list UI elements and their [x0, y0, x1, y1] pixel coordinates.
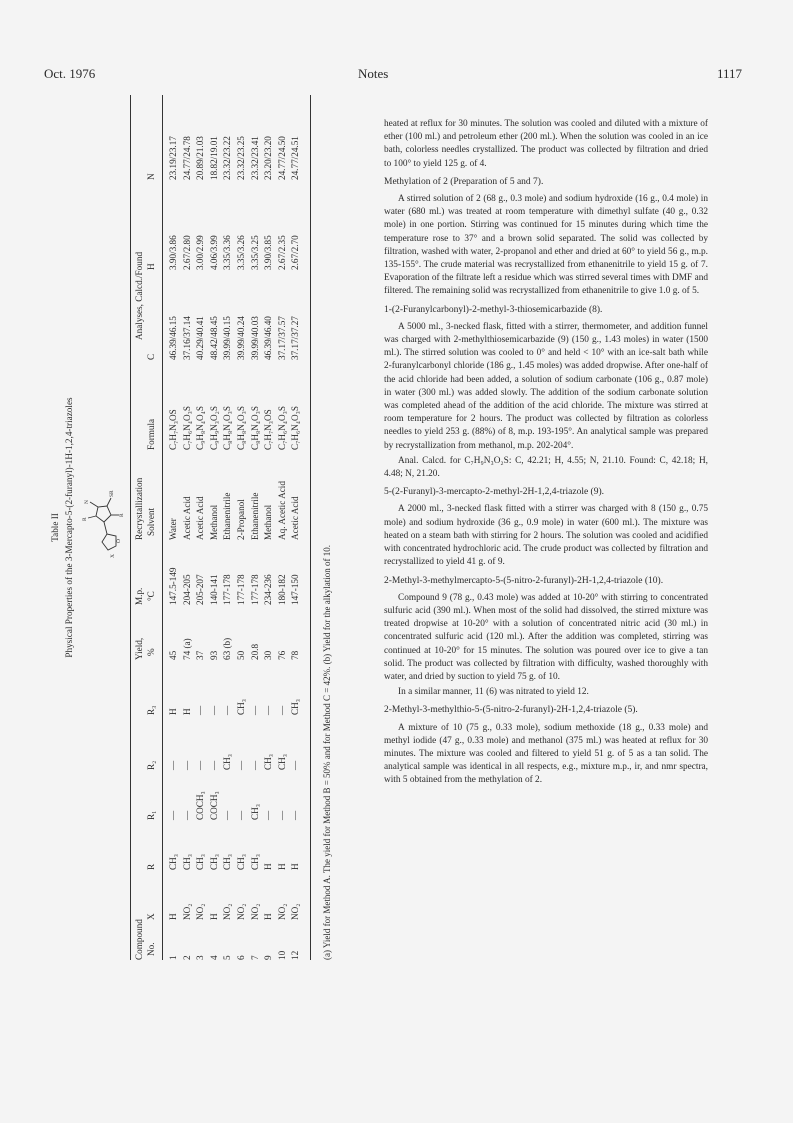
svg-text:O: O	[116, 539, 122, 543]
table-cell: —	[276, 705, 287, 715]
table-cell: —	[195, 705, 206, 715]
table-cell: —	[249, 760, 260, 770]
paragraph: heated at reflux for 30 minutes. The solution was cooled and diluted with a mixture of ether (100 ml.) and petroleum ether (200 ml.). When the solution was cooled in an ice bath, colorless needles crystallized. The product was collected by filtration and dried to 100° to yield 125 g. of 4.	[384, 119, 708, 169]
table-cell: —	[195, 760, 206, 770]
paragraph: A 5000 ml., 3-necked flask, fitted with a stirrer, thermometer, and addition funnel was charged with 2-methylthiosemicarbazide (9) (150 g., 1.43 moles) in water (1500 ml.). The stirred solution was cooled to 0° and held < 10° with an ice-salt bath while 2-furanylcarbonyl chloride (186 g., 1.45 moles) was added dropwise. After one-half of the acid chloride had been added, a solution of sodium carbonate (106 g., 0.87 mole) in water (300 ml.) was added slowly. The addition of the sodium carbonate solution was completed ahead of the addition of the acid chloride. The mixture was stirred at room temperature for 2 hours. The product was collected by filtration as colorless needles to yield 253 g. (88%) of 8, m.p. 193-195°. An analytical sample was prepared by recrystallization from methanol, m.p. 202-204°.	[384, 321, 708, 451]
table-cell: 3.90/3.85	[263, 235, 274, 270]
column-header-yield: Yield,	[134, 637, 144, 660]
table-header-rule	[162, 95, 163, 960]
section-heading: 1-(2-Furanylcarbonyl)-2-methyl-3-thiosemicarbazide (8).	[384, 304, 603, 315]
table-cell: NO₂	[236, 903, 246, 920]
table-cell: CH₃	[263, 754, 274, 770]
table-cell: H	[263, 863, 274, 870]
section-heading: 5-(2-Furanyl)-3-mercapto-2-methyl-2H-1,2,4-triazole (9).	[384, 487, 604, 498]
table-cell: 234-236	[263, 574, 274, 605]
header-section: Notes	[358, 66, 389, 81]
table-cell: —	[168, 810, 178, 820]
table-cell: COCH₃	[195, 791, 206, 820]
table-cell: 74 (a)	[181, 638, 192, 660]
table-cell: 93	[208, 650, 219, 660]
table-cell: 18.82/19.01	[208, 136, 219, 180]
svg-text:R: R	[82, 517, 88, 521]
table-cell: 37.16/37.14	[181, 316, 192, 360]
table-cell: 9	[263, 955, 274, 960]
paragraph: Compound 9 (78 g., 0.43 mole) was added at 10-20° with stirring to concentrated sulfuric acid (390 ml.). When most of the solid had dissolved, the stirred mixture was treated dropwise at 10-20° with a solution of concentrated nitric acid (30 ml.) in concentrated sulfuric acid (120 ml.). After the addition was completed, stirring was continued at 10-20° for 15 minutes. The solution was poured over ice to give a tan solid. The product was collected by filtration with difficulty, washed thoroughly with water, and dried by suction to yield 75 g. of 10.	[384, 592, 708, 682]
column-header-mp: M.p.	[134, 587, 144, 605]
section-heading: 2-Methyl-3-methylmercapto-5-(5-nitro-2-furanyl)-2H-1,2,4-triazole (10).	[384, 575, 664, 586]
table-footnote: (a) Yield for Method A. The yield for Method B = 50% and for Method C = 42%. (b) Yield for the alkylation of 10.	[322, 545, 332, 960]
table-cell: 3.35/3.25	[249, 235, 260, 270]
table-cell: 45	[168, 650, 178, 660]
table-ii-rotated	[42, 95, 347, 960]
table-cell: C₈H₈N₄O₃S	[236, 406, 246, 450]
table-cell: CH₃	[249, 804, 260, 820]
paragraph: In a similar manner, 11 (6) was nitrated to yield 12.	[398, 687, 589, 698]
table-cell: 2.67/2.70	[290, 235, 301, 270]
table-cell: NO₂	[195, 903, 206, 920]
table-cell: 78	[290, 650, 301, 660]
page-header	[0, 66, 793, 86]
table-cell: —	[181, 760, 192, 770]
table-label: Table II	[50, 513, 60, 542]
table-cell: 39.99/40.15	[222, 316, 233, 360]
column-header-compound-unit: No.	[146, 942, 156, 956]
table-cell: Acetic Acid	[181, 496, 192, 540]
column-header-mp-unit: °C	[146, 591, 156, 601]
table-cell: 63 (b)	[222, 637, 233, 660]
table-cell: —	[222, 810, 233, 820]
table-cell: H	[276, 863, 287, 870]
table-cell: 2.67/2.80	[181, 235, 192, 270]
table-cell: Ethanenitrile	[249, 492, 260, 540]
table-cell: NO₂	[249, 903, 260, 920]
table-cell: NO₂	[222, 903, 233, 920]
table-cell: CH₃	[249, 854, 260, 870]
table-cell: H	[290, 863, 301, 870]
table-cell: 76	[276, 650, 287, 660]
column-header-solvent: Recrystallization	[134, 477, 144, 540]
table-cell: —	[222, 705, 233, 715]
table-cell: CH₃	[276, 754, 287, 770]
table-cell: 5	[222, 955, 233, 960]
column-header-analyses: Analyses, Calcd./Found	[134, 251, 144, 340]
table-cell: 20.89/21.03	[195, 136, 206, 180]
table-cell: C₉H₉N₃O₂S	[208, 406, 219, 450]
table-cell: 40.29/40.41	[195, 316, 206, 360]
svg-text:N: N	[84, 500, 90, 504]
table-cell: CH₃	[195, 854, 206, 870]
paragraph: A 2000 ml., 3-necked flask fitted with a stirrer was charged with 8 (150 g., 0.75 mole) and sodium hydroxide (36 g., 0.9 mole) in water (600 ml.). The mixture was heated on a steam bath with stirring for 2 hours. The solution was cooled and acidified with concentrated hydrochloric acid. The crude product was collected by filtration and recrystallized to yield 41 g. of 9.	[384, 504, 708, 568]
table-cell: 140-141	[208, 574, 219, 605]
table-cell: 12	[290, 950, 301, 960]
table-cell: 24.77/24.51	[290, 136, 301, 180]
table-cell: 204-205	[181, 574, 192, 605]
table-cell: CH₃	[222, 854, 233, 870]
section-heading: Methylation of 2 (Preparation of 5 and 7).	[384, 176, 544, 187]
table-cell: 7	[249, 955, 260, 960]
column-header-r3: R₃	[146, 705, 156, 715]
table-cell: —	[208, 760, 219, 770]
column-header-compound: Compound	[134, 919, 144, 960]
table-cell: CH₃	[181, 854, 192, 870]
table-cell: H	[181, 708, 192, 715]
table-cell: 2.67/2.35	[276, 235, 287, 270]
table-cell: C₇H₇N₃OS	[263, 409, 274, 450]
table-cell: CH₃	[290, 699, 301, 715]
table-cell: H	[263, 913, 274, 920]
table-cell: —	[208, 705, 219, 715]
table-cell: 46.39/46.15	[168, 316, 178, 360]
table-cell: Methanol	[208, 504, 219, 540]
table-cell: H	[168, 708, 178, 715]
svg-text:R: R	[119, 513, 125, 517]
table-cell: CH₃	[222, 754, 233, 770]
svg-text:SR: SR	[109, 490, 115, 497]
table-cell: 23.32/23.25	[236, 136, 246, 180]
table-cell: 10	[276, 950, 287, 960]
table-cell: —	[290, 810, 301, 820]
text-column	[384, 118, 708, 790]
table-cell: H	[168, 913, 178, 920]
table-cell: C₈H₈N₄O₃S	[222, 406, 233, 450]
table-cell: Water	[168, 518, 178, 540]
table-cell: C₇H₆N₄O₃S	[290, 406, 301, 450]
table-cell: 3.90/3.86	[168, 235, 178, 270]
table-cell: 23.32/23.41	[249, 136, 260, 180]
table-cell: —	[249, 705, 260, 715]
table-cell: Ethanenitrile	[222, 492, 233, 540]
table-caption: Physical Properties of the 3-Mercapto-5-(2-furanyl)-1H-1,2,4-triazoles	[64, 397, 74, 658]
column-header-r: R	[146, 863, 156, 870]
table-cell: 23.19/23.17	[168, 136, 178, 180]
analysis-paragraph: Anal. Calcd. for C₇H₉N₃O₂S: C, 42.21; H, 4.55; N, 21.10. Found: C, 42.18; H, 4.48; N, 21.20.	[384, 455, 708, 480]
table-cell: 147-150	[290, 574, 301, 605]
column-header-solvent-unit: Solvent	[146, 507, 156, 536]
table-cell: 24.77/24.50	[276, 136, 287, 180]
paragraph: A mixture of 10 (75 g., 0.33 mole), sodium methoxide (18 g., 0.33 mole) and methyl iodide (47 g., 0.33 mole) and methanol (375 ml.) was heated at reflux for 30 minutes. The mixture was cooled and filtered to yield 51 g. of 5 as a tan solid. The analytical sample was identical in all respects, e.g., mixture m.p., ir, and nmr spectra, with 5 obtained from the methylation of 2.	[384, 722, 708, 786]
table-cell: 180-182	[276, 574, 287, 605]
table-cell: 2-Propanol	[236, 499, 246, 540]
table-cell: CH₃	[236, 854, 246, 870]
table-cell: 205-207	[195, 574, 206, 605]
table-cell: 177-178	[222, 574, 233, 605]
table-cell: 37.17/37.57	[276, 316, 287, 360]
table-cell: 50	[236, 650, 246, 660]
table-cell: CH₃	[208, 854, 219, 870]
table-cell: 37	[195, 650, 206, 660]
table-cell: 37.17/37.27	[290, 316, 301, 360]
table-cell: 48.42/48.45	[208, 316, 219, 360]
column-header-r1: R₁	[146, 810, 156, 820]
column-header-yield-unit: %	[146, 648, 156, 656]
table-cell: 4.06/3.99	[208, 235, 219, 270]
table-cell: NO₂	[290, 903, 301, 920]
paragraph: A stirred solution of 2 (68 g., 0.3 mole) and sodium hydroxide (16 g., 0.4 mole) in water (680 ml.) was treated at room temperature with dimethyl sulfate (40 g., 0.32 mole) in one portion. Stirring was continued for 15 minutes during which time the temperature rose to 37° and a brown solid separated. The solid was collected by filtration, washed with water, 2-propanol and ether and dried at 60° to yield 56 g., m.p. 135-155°. The crude material was recrystallized from ethanenitrile to yield 15 g. of 7. Evaporation of the filtrate left a residue which was stirred several times with DMF and filtered. The remaining solid was recrystallized from ethanenitrile to give 1.0 g. of 5.	[384, 194, 708, 297]
table-cell: Acetic Acid	[195, 496, 206, 540]
table-cell: Methanol	[263, 504, 274, 540]
table-cell: 1	[168, 955, 178, 960]
table-cell: NO₂	[276, 903, 287, 920]
table-cell: 46.39/46.40	[263, 316, 274, 360]
table-cell: 2	[181, 955, 192, 960]
section-heading: 2-Methyl-3-methylthio-5-(5-nitro-2-furanyl)-2H-1,2,4-triazole (5).	[384, 705, 638, 716]
header-date: Oct. 1976	[44, 66, 96, 81]
table-cell: 23.20/23.20	[263, 136, 274, 180]
table-cell: Acetic Acid	[290, 496, 301, 540]
column-header-n: N	[146, 173, 156, 180]
table-cell: 147.5-149	[168, 567, 178, 605]
column-header-x: X	[146, 913, 156, 920]
table-cell: Aq. Acetic Acid	[276, 481, 287, 540]
table-cell: —	[290, 760, 301, 770]
table-cell: C₇H₆N₄O₃S	[181, 406, 192, 450]
table-cell: CH₃	[236, 699, 246, 715]
table-cell: 39.99/40.03	[249, 316, 260, 360]
table-cell: 4	[208, 955, 219, 960]
table-cell: C₉H₈N₄O₄S	[195, 406, 206, 450]
table-cell: COCH₃	[208, 791, 219, 820]
table-cell: NO₂	[181, 903, 192, 920]
table-cell: 24.77/24.78	[181, 136, 192, 180]
page-number: 1117	[717, 66, 743, 81]
table-cell: —	[276, 810, 287, 820]
column-header-h: H	[146, 263, 156, 270]
table-ii	[42, 95, 347, 960]
table-cell: —	[236, 760, 246, 770]
table-cell: 177-178	[236, 574, 246, 605]
table-cell: 23.32/23.22	[222, 136, 233, 180]
table-cell: —	[236, 810, 246, 820]
column-header-formula: Formula	[146, 418, 156, 450]
table-bottom-rule	[310, 95, 311, 960]
table-cell: 3.00/2.99	[195, 235, 206, 270]
table-cell: —	[168, 760, 178, 770]
table-cell: 3.35/3.36	[222, 235, 233, 270]
column-header-r2: R₂	[146, 760, 156, 770]
table-cell: CH₃	[168, 854, 178, 870]
column-header-c: C	[146, 353, 156, 360]
table-cell: 30	[263, 650, 274, 660]
table-cell: —	[181, 810, 192, 820]
svg-text:X: X	[110, 554, 116, 558]
table-cell: 20.8	[249, 643, 260, 660]
table-cell: —	[263, 705, 274, 715]
table-cell: 3	[195, 955, 206, 960]
triazole-structure-diagram	[76, 480, 124, 560]
table-cell: 6	[236, 955, 246, 960]
table-cell: 3.35/3.26	[236, 235, 246, 270]
table-top-rule	[130, 95, 131, 960]
table-cell: C₇H₇N₃OS	[168, 409, 178, 450]
table-cell: H	[208, 913, 219, 920]
table-cell: 177-178	[249, 574, 260, 605]
table-cell: —	[263, 810, 274, 820]
table-cell: 39.99/40.24	[236, 316, 246, 360]
table-cell: C₇H₆N₄O₃S	[276, 406, 287, 450]
table-cell: C₈H₈N₄O₃S	[249, 406, 260, 450]
